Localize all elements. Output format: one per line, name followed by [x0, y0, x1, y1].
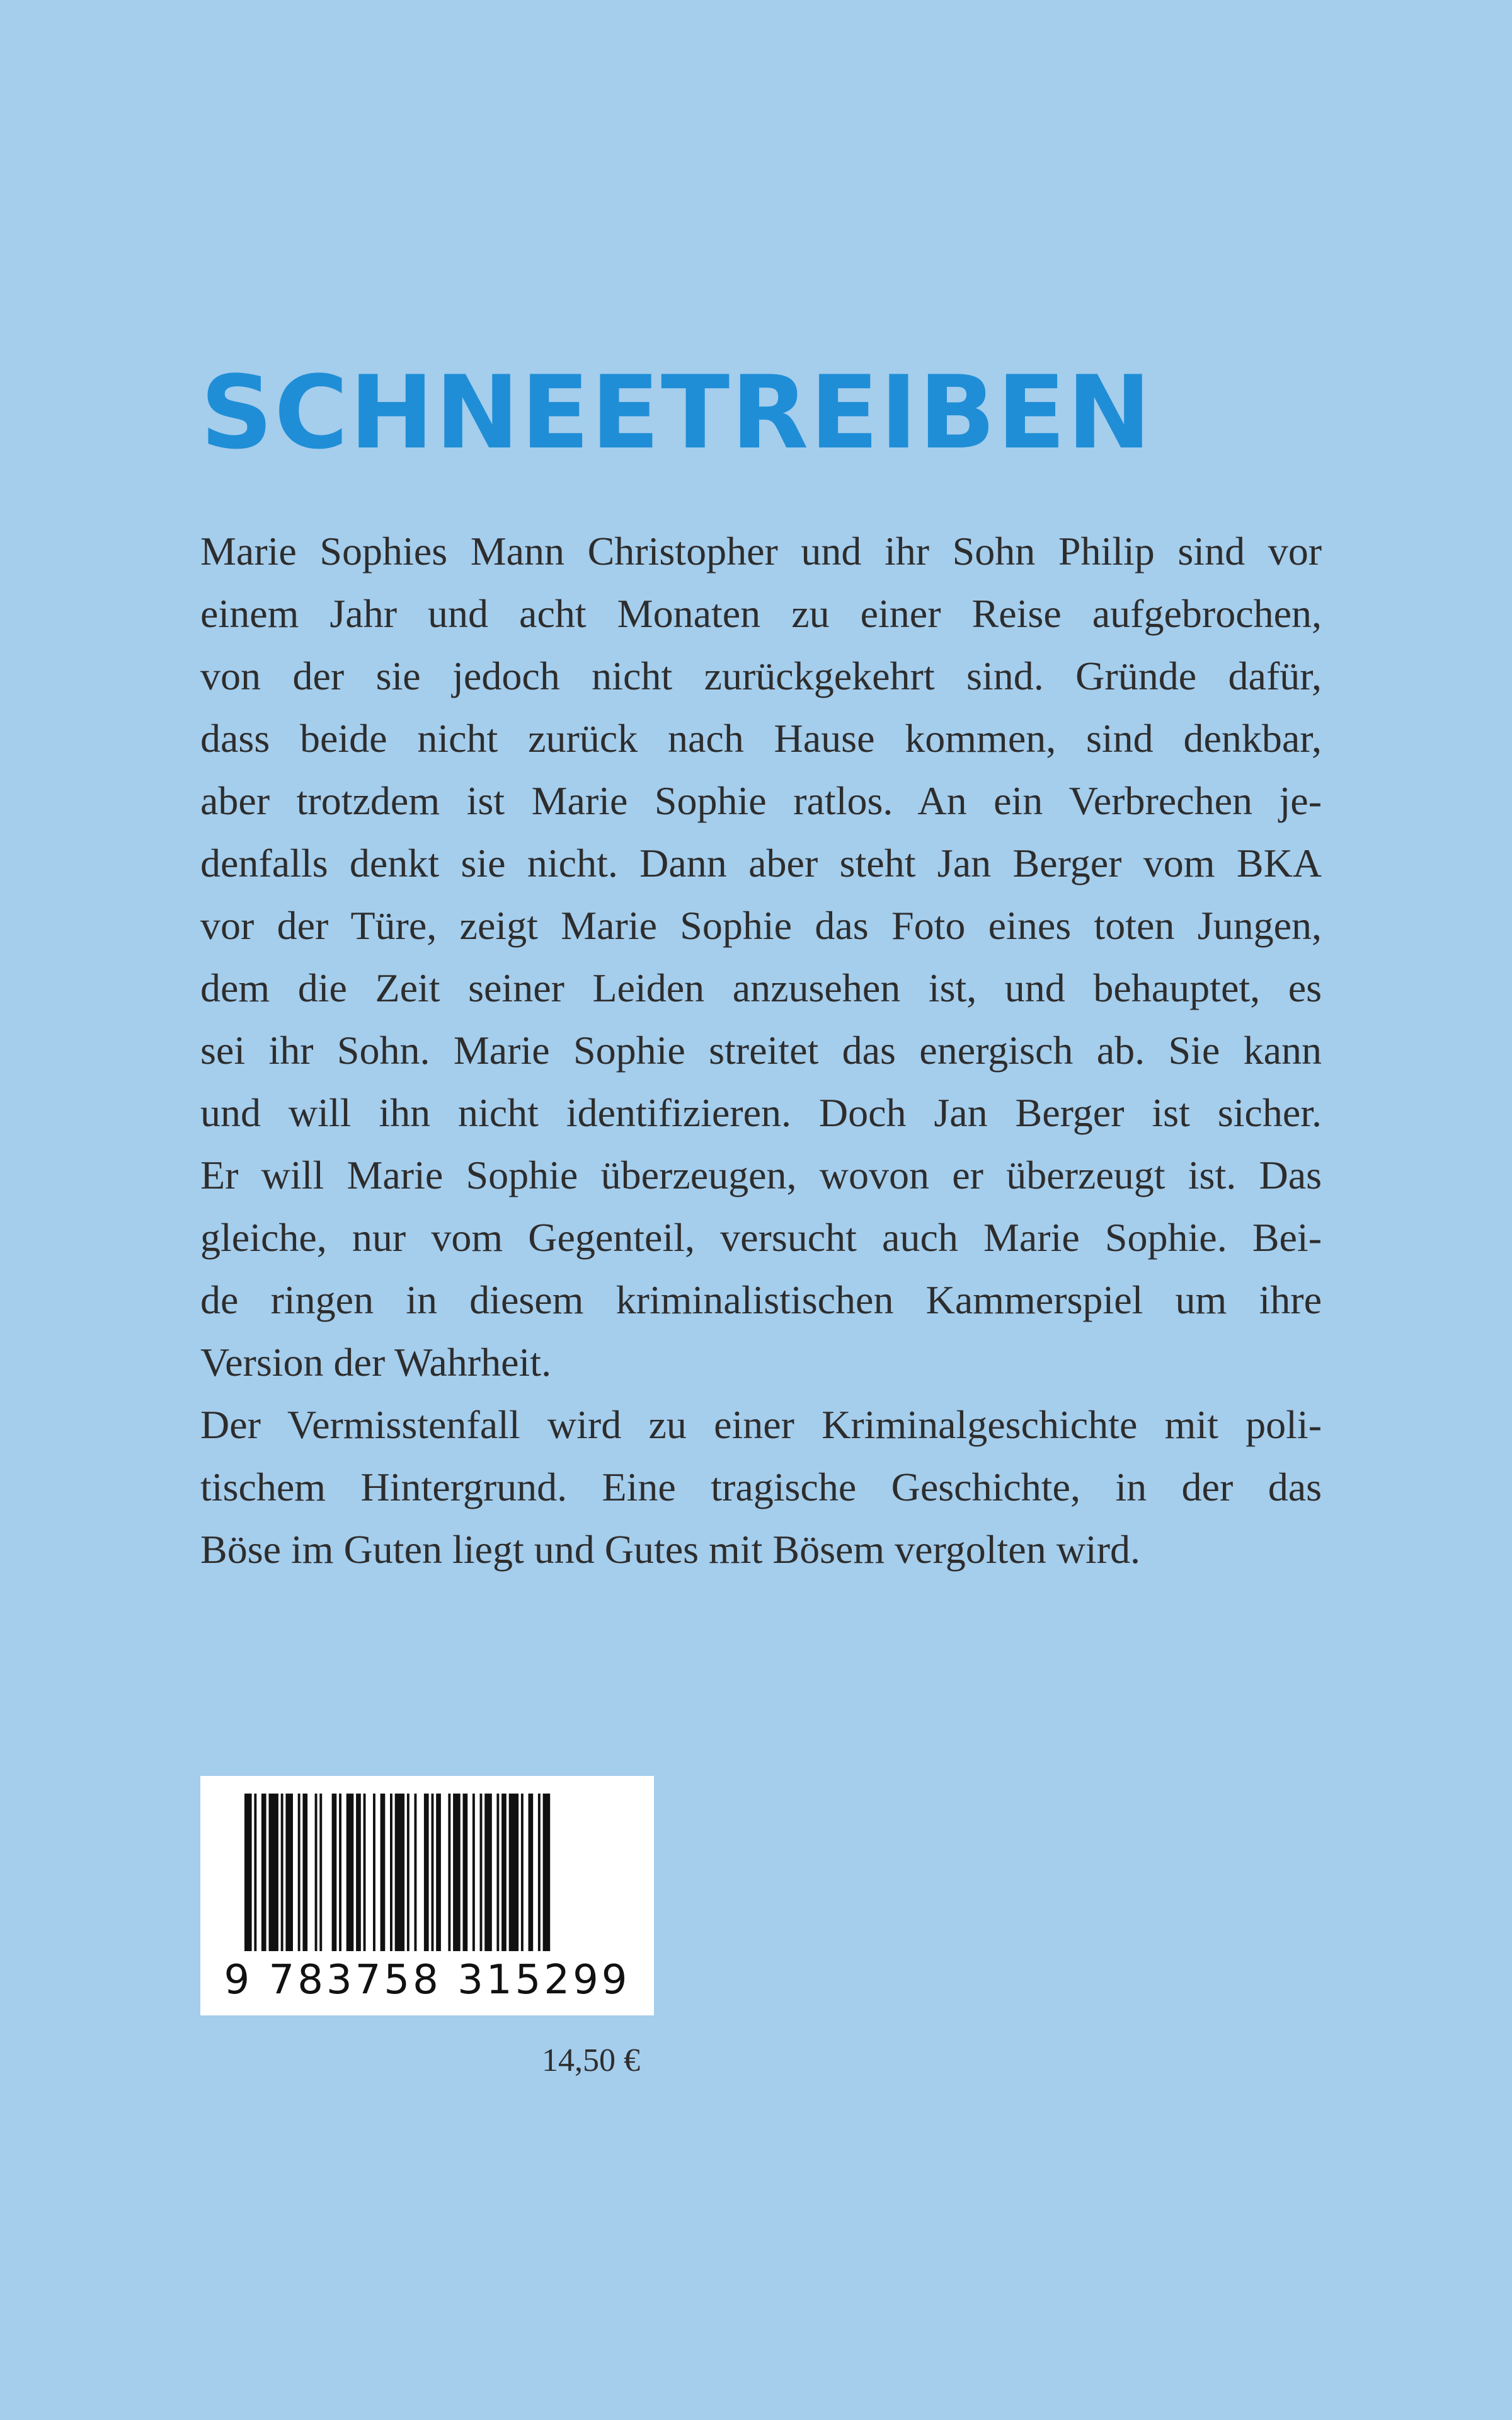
- barcode-bar: [472, 1794, 475, 1951]
- isbn-number: 9 783758 315299: [224, 1957, 631, 2003]
- barcode-bar: [332, 1794, 337, 1951]
- barcode-bar: [521, 1794, 524, 1951]
- blurb-line: Er will Marie Sophie überzeugen, wovon er überzeugt ist. Das: [200, 1153, 1322, 1197]
- barcode-bar: [432, 1794, 434, 1951]
- barcode-bar: [319, 1794, 322, 1951]
- blurb-line: und will ihn nicht identifizieren. Doch Jan Berger ist sicher.: [200, 1090, 1322, 1135]
- blurb-line: sei ihr Sohn. Marie Sophie streitet das energisch ab. Sie kann: [200, 1028, 1322, 1073]
- barcode-bar: [298, 1794, 301, 1951]
- barcode-bar: [543, 1794, 551, 1951]
- blurb-line: Der Vermisstenfall wird zu einer Kriminalgeschichte mit poli-: [200, 1402, 1322, 1447]
- blurb-line: von der sie jedoch nicht zurückgekehrt sind. Gründe dafür,: [200, 654, 1322, 698]
- blurb-line: de ringen in diesem kriminalistischen Kammerspiel um ihre: [200, 1277, 1322, 1322]
- barcode-bar: [244, 1794, 252, 1951]
- barcode-bar: [315, 1794, 318, 1951]
- blurb-text: [200, 520, 1322, 1581]
- blurb-line: tischem Hintergrund. Eine tragische Geschichte, in der das: [200, 1465, 1322, 1509]
- barcode-bar: [448, 1794, 450, 1951]
- barcode-bar: [407, 1794, 410, 1951]
- blurb-line: Version der Wahrheit.: [200, 1340, 552, 1385]
- barcode-bar: [364, 1794, 366, 1951]
- blurb-line: gleiche, nur vom Gegenteil, versucht auch Marie Sophie. Bei-: [200, 1215, 1322, 1260]
- barcode-bar: [395, 1794, 404, 1951]
- blurb-line: aber trotzdem ist Marie Sophie ratlos. An ein Verbrechen je-: [200, 778, 1322, 823]
- barcode-bar: [339, 1794, 341, 1951]
- barcode-bar: [269, 1794, 278, 1951]
- barcode-bar: [480, 1794, 483, 1951]
- barcode-bar: [281, 1794, 284, 1951]
- blurb-line: Böse im Guten liegt und Gutes mit Bösem vergolten wird.: [200, 1527, 1140, 1572]
- barcode-bar: [496, 1794, 499, 1951]
- barcode-bar: [501, 1794, 507, 1951]
- barcode-bar: [436, 1794, 441, 1951]
- blurb-line: dem die Zeit seiner Leiden anzusehen ist, und behauptet, es: [200, 965, 1322, 1010]
- blurb-line: dass beide nicht zurück nach Hause kommen, sind denkbar,: [200, 716, 1322, 761]
- isbn-barcode: [200, 1776, 654, 2015]
- barcode-bar: [302, 1794, 307, 1951]
- price-label: 14,50 €: [542, 2043, 640, 2078]
- barcode-bar: [254, 1794, 256, 1951]
- barcode-bar: [484, 1794, 492, 1951]
- blurb-line: denfalls denkt sie nicht. Dann aber steht Jan Berger vom BKA: [200, 841, 1322, 885]
- barcode-bar: [509, 1794, 518, 1951]
- barcode-bar: [285, 1794, 293, 1951]
- book-title: SCHNEETREIBEN: [200, 354, 1153, 471]
- blurb-line: vor der Türe, zeigt Marie Sophie das Foto eines toten Jungen,: [200, 903, 1322, 948]
- barcode-bar: [424, 1794, 429, 1951]
- barcode-bar: [373, 1794, 375, 1951]
- barcode-bar: [390, 1794, 392, 1951]
- barcode-bar: [529, 1794, 534, 1951]
- blurb-line: Marie Sophies Mann Christopher und ihr Sohn Philip sind vor: [200, 529, 1322, 573]
- barcode-bar: [261, 1794, 266, 1951]
- barcode-bar: [453, 1794, 461, 1951]
- barcode-bar: [463, 1794, 468, 1951]
- barcode-bar: [346, 1794, 354, 1951]
- blurb-line: einem Jahr und acht Monaten zu einer Reise aufgebrochen,: [200, 591, 1322, 636]
- barcode-bar: [381, 1794, 386, 1951]
- barcode-bar: [538, 1794, 541, 1951]
- barcode-bar: [415, 1794, 417, 1951]
- barcode-bar: [356, 1794, 361, 1951]
